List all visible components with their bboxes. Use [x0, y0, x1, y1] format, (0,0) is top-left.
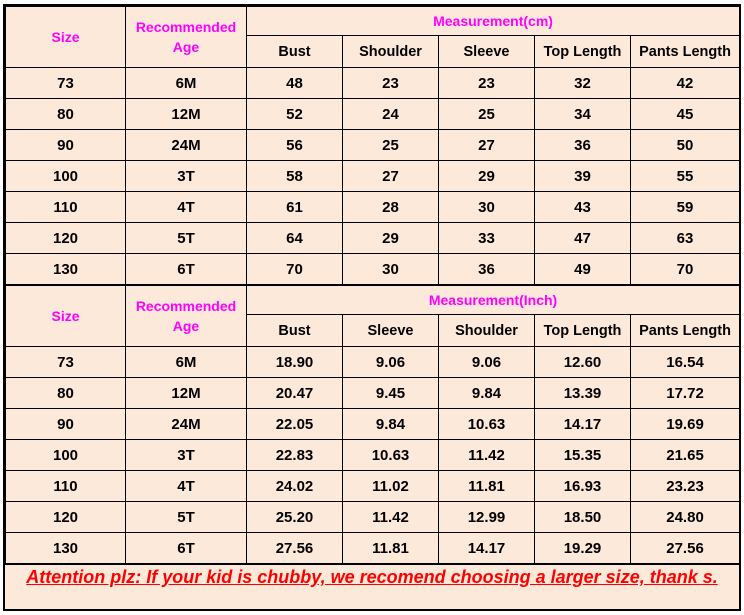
table-cell: 9.84 — [343, 409, 439, 440]
table-cell: 3T — [126, 440, 247, 471]
table-cell: 14.17 — [439, 533, 535, 564]
table-cell: 23.23 — [631, 471, 740, 502]
column-header: Shoulder — [439, 315, 535, 347]
table-cell: 47 — [535, 223, 631, 254]
column-header: Shoulder — [343, 36, 439, 68]
column-header: Top Length — [535, 36, 631, 68]
table-cell: 12M — [126, 378, 247, 409]
table-cell: 110 — [6, 192, 126, 223]
table-cell: 12M — [126, 99, 247, 130]
table-cell: 24M — [126, 130, 247, 161]
table-cell: 24M — [126, 409, 247, 440]
table-cell: 24 — [343, 99, 439, 130]
table-cell: 15.35 — [535, 440, 631, 471]
size-header: Size — [6, 285, 126, 347]
table-cell: 48 — [247, 68, 343, 99]
table-cell: 11.42 — [439, 440, 535, 471]
table-cell: 16.93 — [535, 471, 631, 502]
table-cell: 9.84 — [439, 378, 535, 409]
size-header: Size — [6, 7, 126, 68]
table-row — [6, 409, 740, 440]
table-cell: 27.56 — [631, 533, 740, 564]
table-cell: 10.63 — [343, 440, 439, 471]
table-cell: 61 — [247, 192, 343, 223]
table-cell: 6M — [126, 347, 247, 378]
table-cell: 5T — [126, 223, 247, 254]
table-cell: 59 — [631, 192, 740, 223]
table-row — [6, 223, 740, 254]
table-cell: 56 — [247, 130, 343, 161]
table-cell: 18.90 — [247, 347, 343, 378]
table-cell: 25 — [343, 130, 439, 161]
table-cell: 49 — [535, 254, 631, 286]
table-row — [6, 161, 740, 192]
table-cell: 19.69 — [631, 409, 740, 440]
table-cell: 12.99 — [439, 502, 535, 533]
table-cell: 11.81 — [439, 471, 535, 502]
table-cell: 36 — [535, 130, 631, 161]
table-cell: 16.54 — [631, 347, 740, 378]
table-cell: 52 — [247, 99, 343, 130]
table-cell: 110 — [6, 471, 126, 502]
table-cell: 39 — [535, 161, 631, 192]
table-cell: 70 — [631, 254, 740, 286]
table-cell: 90 — [6, 409, 126, 440]
table-cell: 43 — [535, 192, 631, 223]
table-cell: 33 — [439, 223, 535, 254]
table-cell: 29 — [343, 223, 439, 254]
table-cell: 9.06 — [343, 347, 439, 378]
recommended-age-header: Recommended Age — [126, 285, 247, 347]
table-row — [6, 378, 740, 409]
table-cell: 30 — [343, 254, 439, 286]
measurement-header: Measurement(Inch) — [247, 285, 740, 315]
table-cell: 24.02 — [247, 471, 343, 502]
table-row — [6, 68, 740, 99]
table-cell: 100 — [6, 161, 126, 192]
table-cell: 28 — [343, 192, 439, 223]
table-cell: 73 — [6, 347, 126, 378]
table-cell: 4T — [126, 192, 247, 223]
table-cell: 27.56 — [247, 533, 343, 564]
table-cell: 130 — [6, 533, 126, 564]
table-cell: 100 — [6, 440, 126, 471]
table-row — [6, 130, 740, 161]
table-cell: 25 — [439, 99, 535, 130]
column-header: Sleeve — [343, 315, 439, 347]
table-cell: 64 — [247, 223, 343, 254]
column-header: Pants Length — [631, 36, 740, 68]
table-cell: 30 — [439, 192, 535, 223]
table-cell: 70 — [247, 254, 343, 286]
table-cell: 10.63 — [439, 409, 535, 440]
table-cell: 120 — [6, 223, 126, 254]
table-cell: 55 — [631, 161, 740, 192]
table-row — [6, 192, 740, 223]
table-cell: 21.65 — [631, 440, 740, 471]
column-header: Pants Length — [631, 315, 740, 347]
recommended-age-header: Recommended Age — [126, 7, 247, 68]
table-row — [6, 533, 740, 564]
table-cell: 23 — [439, 68, 535, 99]
size-chart — [3, 4, 741, 611]
table-row — [6, 254, 740, 286]
table-cell: 13.39 — [535, 378, 631, 409]
table-cell: 90 — [6, 130, 126, 161]
table_cm-header-row — [6, 7, 740, 36]
table-cell: 3T — [126, 161, 247, 192]
table-cell: 5T — [126, 502, 247, 533]
table-cell: 6M — [126, 68, 247, 99]
table-cell: 20.47 — [247, 378, 343, 409]
table-cell: 36 — [439, 254, 535, 286]
table-row — [6, 502, 740, 533]
table-cell: 11.02 — [343, 471, 439, 502]
table-cell: 6T — [126, 533, 247, 564]
table-cell: 12.60 — [535, 347, 631, 378]
column-header: Sleeve — [439, 36, 535, 68]
table_inch-header-row — [6, 285, 740, 315]
table-cell: 25.20 — [247, 502, 343, 533]
table-cell: 19.29 — [535, 533, 631, 564]
column-header: Top Length — [535, 315, 631, 347]
table-cell: 23 — [343, 68, 439, 99]
table-cell: 14.17 — [535, 409, 631, 440]
column-header: Bust — [247, 315, 343, 347]
table-cell: 80 — [6, 99, 126, 130]
table-cell: 9.06 — [439, 347, 535, 378]
column-header: Bust — [247, 36, 343, 68]
table-cell: 9.45 — [343, 378, 439, 409]
table-cell: 120 — [6, 502, 126, 533]
table-cell: 63 — [631, 223, 740, 254]
table-cell: 27 — [439, 130, 535, 161]
table-cell: 11.42 — [343, 502, 439, 533]
table-cell: 58 — [247, 161, 343, 192]
table-row — [6, 99, 740, 130]
table-cell: 27 — [343, 161, 439, 192]
table-cell: 80 — [6, 378, 126, 409]
table-cell: 32 — [535, 68, 631, 99]
table-cell: 22.05 — [247, 409, 343, 440]
table-cell: 17.72 — [631, 378, 740, 409]
table-cell: 11.81 — [343, 533, 439, 564]
measurement-header: Measurement(cm) — [247, 7, 740, 36]
table-cell: 22.83 — [247, 440, 343, 471]
table-cell: 29 — [439, 161, 535, 192]
table-cell: 6T — [126, 254, 247, 286]
chubby-size-notice: Attention plz: If your kid is chubby, we recomend choosing a larger size, thank s. — [5, 564, 739, 609]
table-row — [6, 471, 740, 502]
table-cell: 73 — [6, 68, 126, 99]
table-cell: 34 — [535, 99, 631, 130]
table-row — [6, 347, 740, 378]
table-cell: 18.50 — [535, 502, 631, 533]
table-cell: 24.80 — [631, 502, 740, 533]
table-cell: 4T — [126, 471, 247, 502]
table-cell: 130 — [6, 254, 126, 286]
table-cell: 50 — [631, 130, 740, 161]
table-cell: 42 — [631, 68, 740, 99]
table-row — [6, 440, 740, 471]
size-table — [5, 6, 740, 564]
table-cell: 45 — [631, 99, 740, 130]
